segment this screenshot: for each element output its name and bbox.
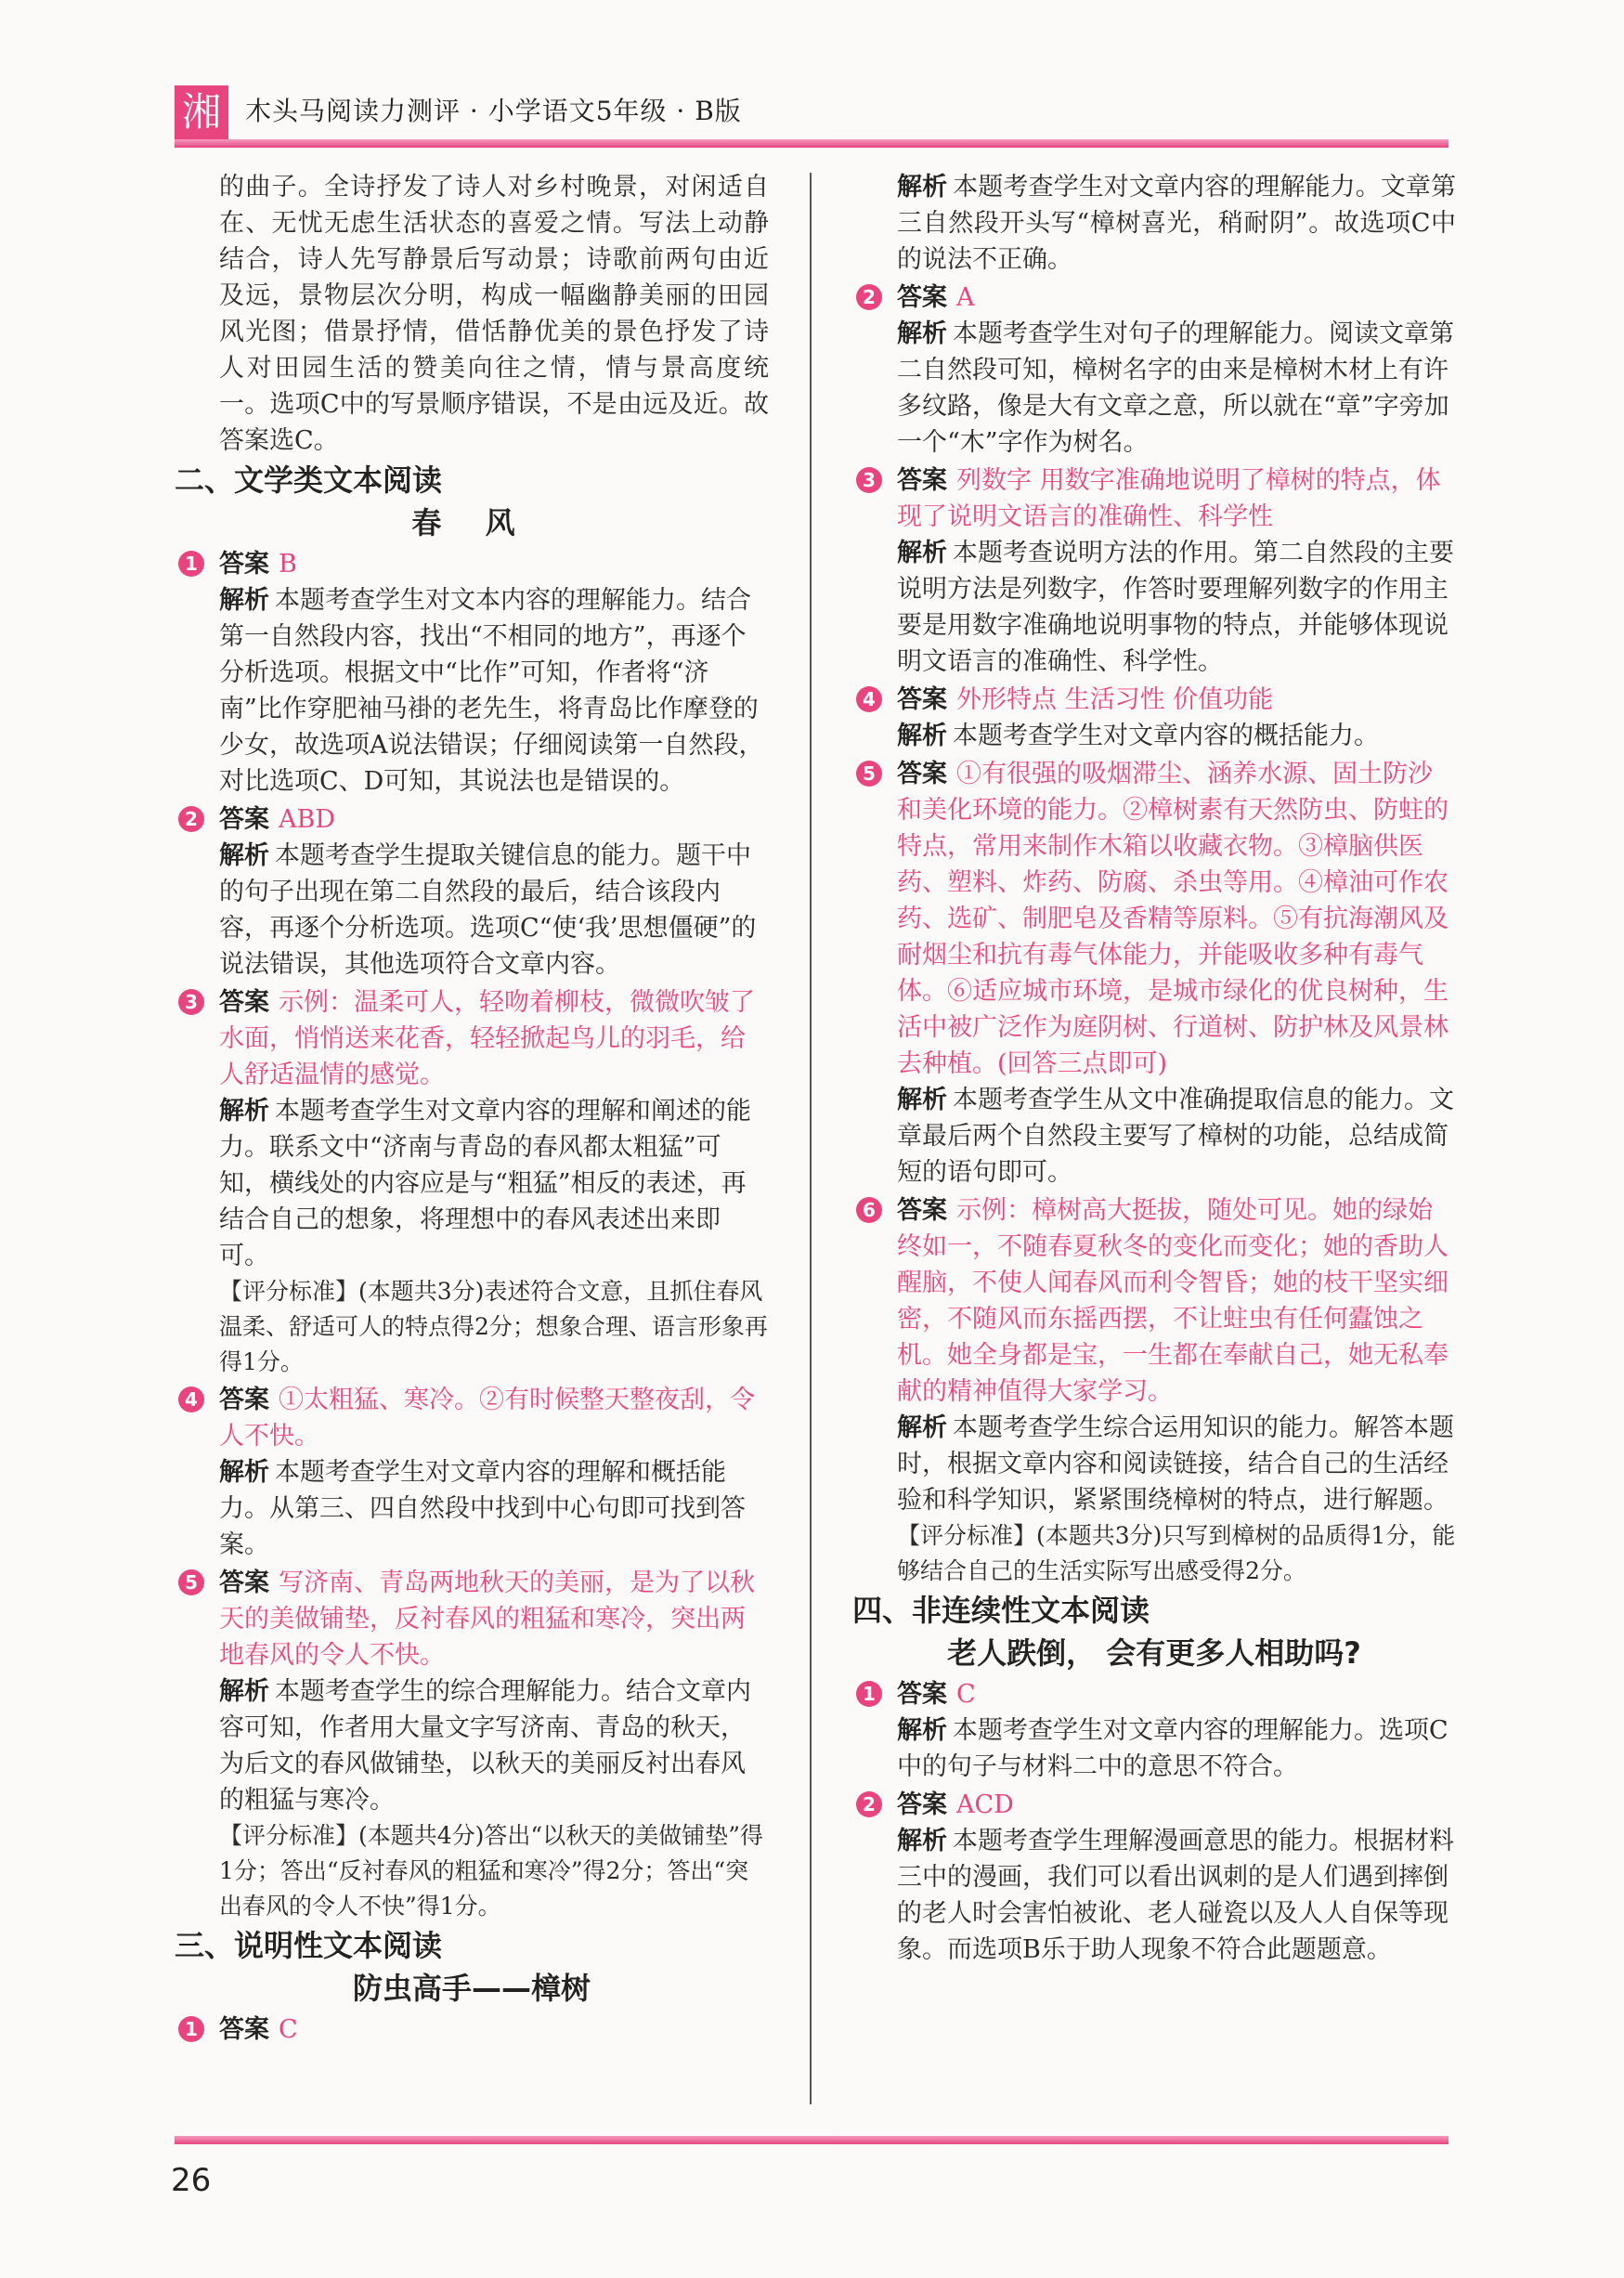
answer-text: ACD [956, 1790, 1014, 1819]
article-title-2: 春 风 [411, 505, 532, 540]
answer-text: 示例：樟树高大挺拔，随处可见。她的绿始终如一，不随春夏秋冬的变化而变化；她的香助人醒脑，不使人闻春风而利令智昏；她的枝干坚实细密，不随风而东摇西摆，不让蛀虫有任何蠹蚀之机。她全身都是宝，一生都在奉献自己，她无私奉献的精神值得大家学习。 [897, 1196, 1449, 1406]
answer-label: 答案 [897, 1680, 947, 1709]
answer-label: 答案 [219, 1386, 269, 1414]
analysis-text: 本题考查学生对句子的理解能力。阅读文章第二自然段可知，樟树名字的由来是樟树木材上有许多纹路，像是大有文章之意，所以就在“章”字旁加一个“木”字作为树名。 [897, 319, 1454, 457]
answer-label: 答案 [897, 283, 947, 312]
question-number-badge: 3 [178, 989, 204, 1015]
analysis-label: 解析 [897, 539, 947, 567]
answer-text: A [956, 283, 975, 312]
left-column [175, 169, 769, 2048]
question-number-badge: 2 [856, 1791, 882, 1817]
analysis-label: 解析 [897, 319, 947, 348]
page-header [175, 85, 1449, 143]
analysis-label: 解析 [219, 1677, 269, 1706]
answer-text: ①有很强的吸烟滞尘、涵养水源、固土防沙和美化环境的能力。②樟树素有天然防虫、防蛀的特点，常用来制作木箱以收藏衣物。③樟脑供医药、塑料、炸药、防腐、杀虫等用。④樟油可作农药、选矿、制肥皂及香精等原料。⑤有抗海潮风及耐烟尘和抗有毒气体能力，并能吸收多种有毒气体。⑥适应城市环境，是城市绿化的优良树种，生活中被广泛作为庭阴树、行道树、防护林及风景林去种植。(回答三点即可) [897, 760, 1449, 1078]
analysis-label: 解析 [219, 1458, 269, 1487]
question-number-badge: 2 [178, 806, 204, 832]
answer-label: 答案 [897, 466, 947, 495]
intro-paragraph: 的曲子。全诗抒发了诗人对乡村晚景，对闲适自在、无忧无虑生活状态的喜爱之情。写法上动静结合，诗人先写静景后写动景；诗歌前两句由近及远，景物层次分明，构成一幅幽静美丽的田园风光图；借景抒情，借恬静优美的景色抒发了诗人对田园生活的赞美向往之情，情与景高度统一。选项C中的写景顺序错误，不是由远及近。故答案选C。 [219, 173, 769, 455]
book-title: 木头马阅读力测评 · 小学语文5年级 · B版 [245, 96, 742, 126]
question-2-3 [175, 984, 769, 1274]
analysis-text: 本题考查学生对文本内容的理解能力。结合第一自然段内容，找出“不相同的地方”，再逐个分析选项。根据文中“比作”可知，作者将“济南”比作穿肥袖马褂的老先生，将青岛比作摩登的少女，故选项A说法错误；仔细阅读第一自然段，对比选项C、D可知，其说法也是错误的。 [219, 586, 764, 796]
scoring-standard: 【评分标准】(本题共4分)答出“以秋天的美做铺垫”得1分；答出“反衬春风的粗猛和寒冷”得2分；答出“突出春风的令人不快”得1分。 [219, 1822, 763, 1920]
question-2-5 [175, 1565, 769, 1818]
question-number-badge: 5 [856, 761, 882, 787]
answer-text: B [279, 550, 297, 579]
analysis-text: 本题考查学生对文章内容的理解和概括能力。从第三、四自然段中找到中心句即可找到答案。 [219, 1458, 746, 1559]
answer-label: 答案 [219, 988, 269, 1017]
answer-text: 列数字 用数字准确地说明了樟树的特点，体现了说明文语言的准确性、科学性 [897, 466, 1441, 531]
analysis-label: 解析 [219, 841, 269, 870]
answer-label: 答案 [897, 1790, 947, 1819]
analysis-text: 本题考查说明方法的作用。第二自然段的主要说明方法是列数字，作答时要理解列数字的作用主要是用数字准确地说明事物的特点，并能够体现说明文语言的准确性、科学性。 [897, 539, 1454, 676]
question-3-5 [852, 756, 1456, 1191]
answer-label: 答案 [219, 550, 269, 579]
question-2-1 [175, 546, 769, 800]
analysis-text: 本题考查学生对文章内容的理解能力。选项C中的句子与材料二中的意思不符合。 [897, 1716, 1449, 1781]
question-3-6 [852, 1192, 1456, 1518]
analysis-label: 解析 [897, 1086, 947, 1114]
analysis-text: 本题考查学生提取关键信息的能力。题干中的句子出现在第二自然段的最后，结合该段内容，再逐个分析选项。选项C“使‘我’思想僵硬”的说法错误，其他选项符合文章内容。 [219, 841, 757, 979]
analysis-text: 本题考查学生综合运用知识的能力。解答本题时，根据文章内容和阅读链接，结合自己的生活经验和科学知识，紧紧围绕樟树的特点，进行解题。 [897, 1413, 1454, 1515]
analysis-label: 解析 [897, 722, 947, 750]
analysis-text: 本题考查学生对文章内容的理解和阐述的能力。联系文中“济南与青岛的春风都太粗猛”可知，横线处的内容应是与“粗猛”相反的表述，再结合自己的想象，将理想中的春风表述出来即可。 [219, 1097, 751, 1270]
answer-label: 答案 [897, 760, 947, 788]
right-column [852, 169, 1456, 1968]
question-number-badge: 1 [178, 2016, 204, 2042]
question-number-badge: 1 [178, 551, 204, 577]
answer-text: ①太粗猛、寒冷。②有时候整天整夜刮，令人不快。 [219, 1386, 755, 1451]
section-heading-2: 二、文学类文本阅读 [175, 462, 443, 498]
analysis-text: 本题考查学生的综合理解能力。结合文章内容可知，作者用大量文字写济南、青岛的秋天，为后文的春风做铺垫，以秋天的美丽反衬出春风的粗猛与寒冷。 [219, 1677, 751, 1815]
section-heading-4: 四、非连续性文本阅读 [852, 1593, 1150, 1628]
answer-label: 答案 [219, 805, 269, 834]
question-3-2 [852, 280, 1456, 461]
answer-label: 答案 [219, 2015, 269, 2044]
scoring-standard: 【评分标准】(本题共3分)表述符合文意，且抓住春风温柔、舒适可人的特点得2分；想象合理、语言形象再得1分。 [219, 1278, 768, 1375]
answer-label: 答案 [897, 685, 947, 714]
answer-text: 外形特点 生活习性 价值功能 [956, 685, 1274, 714]
question-2-4 [175, 1382, 769, 1563]
answer-text: ABD [279, 805, 335, 834]
question-4-1 [852, 1676, 1456, 1785]
question-number-badge: 2 [856, 284, 882, 310]
question-number-badge: 3 [856, 467, 882, 493]
analysis-label: 解析 [219, 1097, 269, 1126]
answer-text: 写济南、青岛两地秋天的美丽，是为了以秋天的美做铺垫，反衬春风的粗猛和寒冷，突出两地春风的令人不快。 [219, 1569, 755, 1670]
question-3-1-analysis [852, 169, 1456, 278]
question-number-badge: 1 [856, 1681, 882, 1707]
analysis-label: 解析 [897, 1716, 947, 1745]
analysis-text: 本题考查学生从文中准确提取信息的能力。文章最后两个自然段主要写了樟树的功能，总结成简短的语句即可。 [897, 1086, 1454, 1187]
answer-text: C [279, 2015, 298, 2044]
page-number: 26 [171, 2162, 212, 2199]
xiang-seal: 湘 [175, 85, 228, 139]
analysis-text: 本题考查学生理解漫画意思的能力。根据材料三中的漫画，我们可以看出讽刺的是人们遇到摔倒的老人时会害怕被讹、老人碰瓷以及人人自保等现象。而选项B乐于助人现象不符合此题题意。 [897, 1827, 1454, 1964]
section-heading-3: 三、说明性文本阅读 [175, 1928, 443, 1963]
question-4-2 [852, 1787, 1456, 1968]
scoring-standard: 【评分标准】(本题共3分)只写到樟树的品质得1分，能够结合自己的生活实际写出感受得2分。 [897, 1522, 1456, 1584]
analysis-text: 本题考查学生对文章内容的概括能力。 [953, 722, 1379, 750]
analysis-label: 解析 [897, 173, 948, 202]
question-number-badge: 6 [856, 1197, 882, 1223]
analysis-label: 解析 [897, 1827, 947, 1855]
question-number-badge: 5 [178, 1569, 204, 1595]
answer-label: 答案 [219, 1569, 269, 1597]
question-3-4 [852, 682, 1456, 754]
footer-rule [175, 2136, 1449, 2144]
article-title-4: 老人跌倒， 会有更多人相助吗? [947, 1635, 1361, 1671]
analysis-text: 本题考查学生对文章内容的理解能力。文章第三自然段开头写“樟树喜光，稍耐阴”。故选项C中的说法不正确。 [897, 173, 1457, 274]
answer-label: 答案 [897, 1196, 947, 1225]
question-number-badge: 4 [178, 1386, 204, 1412]
article-title-3: 防虫高手——樟树 [352, 1971, 591, 2006]
analysis-label: 解析 [897, 1413, 947, 1442]
analysis-label: 解析 [219, 586, 269, 615]
question-3-3 [852, 462, 1456, 680]
question-3-1 [175, 2011, 769, 2048]
answer-text: 示例：温柔可人，轻吻着柳枝，微微吹皱了水面，悄悄送来花香，轻轻掀起鸟儿的羽毛，给人舒适温情的感觉。 [219, 988, 755, 1089]
answer-text: C [956, 1680, 976, 1709]
column-divider [810, 173, 812, 2104]
question-number-badge: 4 [856, 686, 882, 712]
question-2-2 [175, 801, 769, 983]
header-rule [175, 139, 1449, 148]
